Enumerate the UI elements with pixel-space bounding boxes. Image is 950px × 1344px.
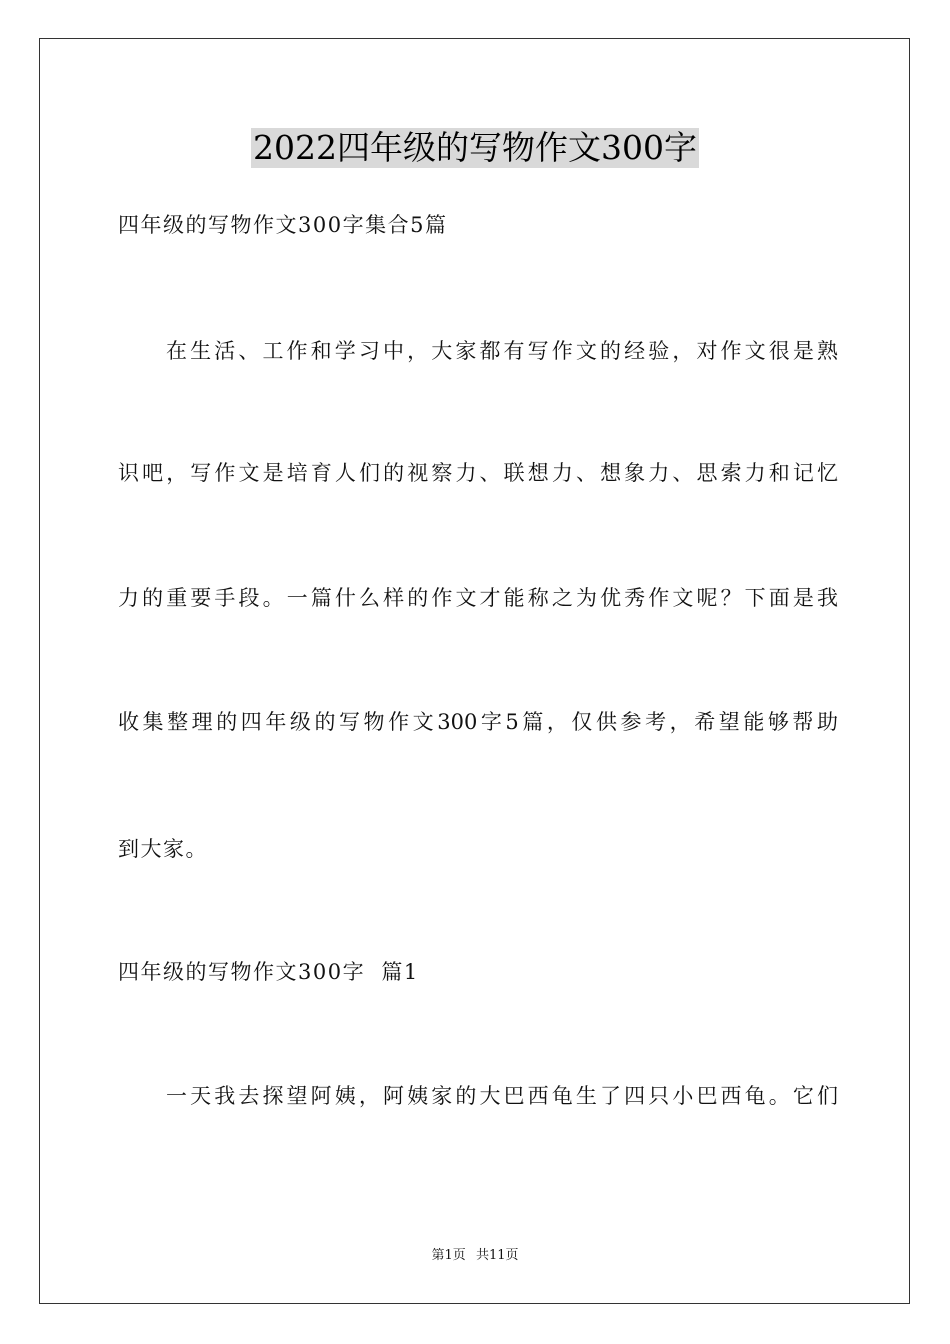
paragraph-line: 识吧，写作文是培育人们的视察力、联想力、想象力、思索力和记忆 (118, 461, 838, 485)
paragraph-line: 一天我去探望阿姨，阿姨家的大巴西龟生了四只小巴西龟。它们 (166, 1084, 838, 1108)
title-container (0, 128, 950, 168)
paragraph-line: 力的重要手段。一篇什么样的作文才能称之为优秀作文呢？下面是我 (118, 586, 838, 610)
page-total: 共11页 (475, 1248, 519, 1263)
document-title: 2022四年级的写物作文300字 (253, 128, 697, 167)
section-heading: 四年级的写物作文300字 篇1 (118, 960, 419, 984)
paragraph-line: 到大家。 (118, 837, 208, 861)
page-footer (0, 1247, 950, 1265)
paragraph-line: 在生活、工作和学习中，大家都有写作文的经验，对作文很是熟 (166, 339, 838, 363)
document-subtitle: 四年级的写物作文300字集合5篇 (118, 213, 448, 237)
paragraph-line: 收集整理的四年级的写物作文300字5篇，仅供参考，希望能够帮助 (118, 710, 838, 734)
page-number: 第1页 (431, 1248, 466, 1263)
